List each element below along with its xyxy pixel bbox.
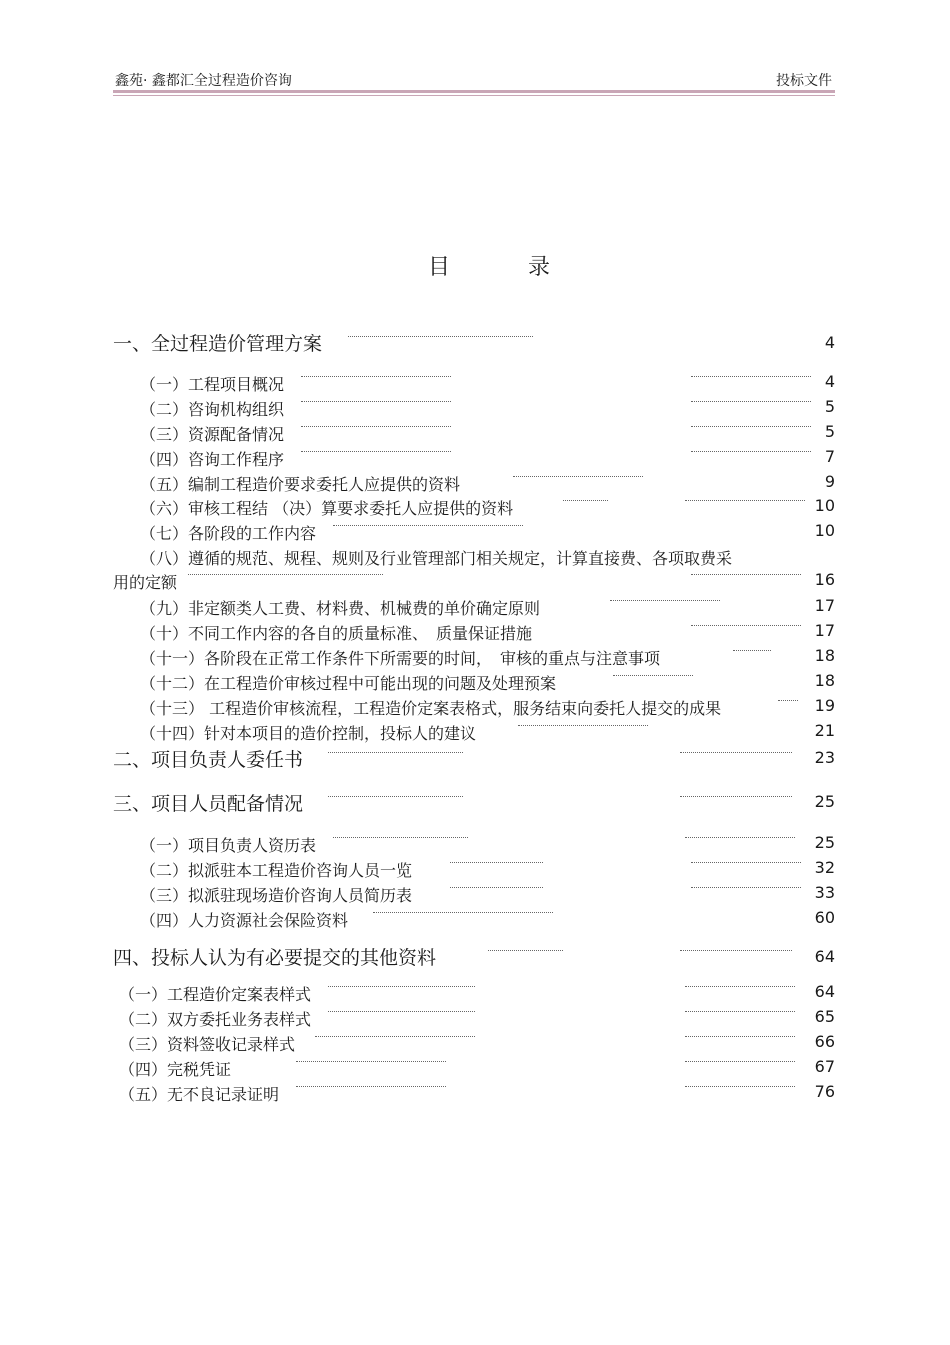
toc-leader bbox=[328, 796, 463, 798]
toc-entry-page: 18 bbox=[814, 671, 835, 690]
toc-entry-label: （九）非定额类人工费、材料费、机械费的单价确定原则 bbox=[140, 599, 541, 618]
toc-entry[interactable] bbox=[113, 472, 835, 494]
toc-entry[interactable] bbox=[113, 721, 835, 743]
toc-entry[interactable] bbox=[113, 982, 835, 1004]
toc-entry-page: 23 bbox=[814, 748, 835, 767]
toc-entry[interactable] bbox=[113, 858, 835, 880]
toc-entry-page: 10 bbox=[814, 496, 835, 515]
toc-entry[interactable] bbox=[113, 671, 835, 693]
page-title: 目 录 bbox=[427, 255, 578, 280]
toc-entry-page: 19 bbox=[814, 696, 835, 715]
toc-entry[interactable] bbox=[113, 422, 835, 444]
toc-leader bbox=[188, 574, 383, 576]
toc-entry-label: 一、全过程造价管理方案 bbox=[113, 333, 323, 355]
header-divider bbox=[113, 90, 835, 93]
toc-entry[interactable] bbox=[113, 1057, 835, 1079]
toc-entry-section-1[interactable] bbox=[113, 329, 835, 355]
toc-entry-label: （二）拟派驻本工程造价咨询人员一览 bbox=[140, 861, 413, 880]
toc-entry-label: （十二）在工程造价审核过程中可能出现的问题及处理预案 bbox=[140, 674, 557, 693]
toc-leader bbox=[733, 650, 771, 652]
toc-leader bbox=[328, 1011, 475, 1013]
toc-leader bbox=[301, 426, 451, 428]
toc-entry-label: （十）不同工作内容的各自的质量标准、 质量保证措施 bbox=[140, 624, 533, 643]
toc-entry-page: 9 bbox=[824, 472, 835, 491]
toc-entry[interactable] bbox=[113, 372, 835, 394]
toc-leader bbox=[691, 862, 801, 864]
toc-leader bbox=[513, 476, 643, 478]
toc-leader bbox=[685, 837, 795, 839]
toc-entry-label: （三）拟派驻现场造价咨询人员简历表 bbox=[140, 886, 413, 905]
toc-entry-page: 5 bbox=[824, 397, 835, 416]
toc-leader bbox=[680, 752, 792, 754]
toc-entry-label: （四）人力资源社会保险资料 bbox=[140, 911, 349, 930]
toc-entry-page: 64 bbox=[814, 947, 835, 966]
toc-entry[interactable] bbox=[113, 596, 835, 618]
toc-entry-label: 三、项目人员配备情况 bbox=[113, 793, 304, 815]
toc-entry-wrap-line: （八）遵循的规范、规程、规则及行业管理部门相关规定，计算直接费、各项取费采 bbox=[140, 549, 733, 568]
toc-leader bbox=[315, 1036, 475, 1038]
toc-leader bbox=[691, 426, 811, 428]
toc-leader bbox=[301, 376, 451, 378]
header-divider-thin bbox=[113, 95, 835, 96]
toc-leader bbox=[301, 401, 451, 403]
toc-entry-section-4[interactable] bbox=[113, 943, 835, 969]
toc-leader bbox=[488, 950, 563, 952]
toc-entry-label: （一）项目负责人资历表 bbox=[140, 836, 317, 855]
toc-entry-section-2[interactable] bbox=[113, 745, 835, 771]
toc-entry-label: （二）双方委托业务表样式 bbox=[119, 1010, 312, 1029]
toc-entry-page: 4 bbox=[824, 372, 835, 391]
toc-entry-page: 7 bbox=[824, 447, 835, 466]
toc-entry-label: （十四）针对本项目的造价控制，投标人的建议 bbox=[140, 724, 477, 743]
toc-entry-label: （四）咨询工作程序 bbox=[140, 450, 285, 469]
header-company: 鑫苑· 鑫都汇全过程造价咨询 bbox=[115, 73, 292, 89]
toc-entry[interactable] bbox=[113, 1007, 835, 1029]
toc-leader bbox=[691, 574, 801, 576]
toc-leader bbox=[685, 986, 795, 988]
toc-leader bbox=[296, 1086, 446, 1088]
toc-entry-page: 65 bbox=[814, 1007, 835, 1026]
toc-leader bbox=[450, 862, 543, 864]
toc-entry[interactable] bbox=[113, 833, 835, 855]
toc-entry-page: 32 bbox=[814, 858, 835, 877]
toc-leader bbox=[301, 451, 451, 453]
toc-entry-label: （三）资料签收记录样式 bbox=[119, 1035, 296, 1054]
toc-entry-label: （四）完税凭证 bbox=[119, 1060, 232, 1079]
toc-entry-label: （十一）各阶段在正常工作条件下所需要的时间， 审核的重点与注意事项 bbox=[140, 649, 661, 668]
toc-leader bbox=[613, 675, 693, 677]
toc-entry[interactable] bbox=[113, 1082, 835, 1104]
toc-entry-page: 60 bbox=[814, 908, 835, 927]
toc-entry-page: 5 bbox=[824, 422, 835, 441]
toc-entry-page: 16 bbox=[814, 570, 835, 589]
toc-entry-page: 17 bbox=[814, 596, 835, 615]
toc-entry[interactable] bbox=[113, 397, 835, 419]
toc-entry-label: 用的定额 bbox=[113, 573, 178, 592]
toc-entry-page: 76 bbox=[814, 1082, 835, 1101]
toc-entry-label: （七）各阶段的工作内容 bbox=[140, 524, 317, 543]
toc-entry[interactable] bbox=[113, 621, 835, 643]
toc-leader bbox=[333, 525, 523, 527]
toc-leader bbox=[691, 401, 811, 403]
toc-leader bbox=[328, 752, 463, 754]
toc-entry-label: （六）审核工程结 （决）算要求委托人应提供的资料 bbox=[140, 499, 514, 518]
toc-leader bbox=[778, 700, 798, 702]
toc-entry-page: 33 bbox=[814, 883, 835, 902]
toc-entry-label: （二）咨询机构组织 bbox=[140, 400, 285, 419]
toc-leader bbox=[348, 336, 533, 338]
toc-entry[interactable] bbox=[113, 1032, 835, 1054]
toc-entry-page: 25 bbox=[814, 792, 835, 811]
toc-entry[interactable] bbox=[113, 447, 835, 469]
toc-entry-label: （三）资源配备情况 bbox=[140, 425, 285, 444]
toc-leader bbox=[563, 500, 608, 502]
toc-leader bbox=[610, 600, 720, 602]
toc-leader bbox=[691, 376, 811, 378]
toc-entry[interactable] bbox=[113, 908, 835, 930]
toc-leader bbox=[685, 1086, 795, 1088]
toc-leader bbox=[518, 725, 648, 727]
toc-leader bbox=[685, 1061, 795, 1063]
toc-entry[interactable] bbox=[113, 521, 835, 543]
toc-entry-section-3[interactable] bbox=[113, 789, 835, 815]
toc-entry-label: （一）工程造价定案表样式 bbox=[119, 985, 312, 1004]
toc-entry-page: 18 bbox=[814, 646, 835, 665]
toc-entry[interactable] bbox=[113, 496, 835, 518]
toc-entry[interactable] bbox=[113, 696, 835, 718]
header-doc-type: 投标文件 bbox=[776, 73, 832, 89]
toc-leader bbox=[691, 451, 811, 453]
toc-entry-page: 25 bbox=[814, 833, 835, 852]
toc-leader bbox=[691, 625, 801, 627]
toc-leader bbox=[685, 500, 805, 502]
toc-entry-label: 二、项目负责人委任书 bbox=[113, 749, 304, 771]
toc-entry-page: 67 bbox=[814, 1057, 835, 1076]
toc-entry[interactable] bbox=[113, 570, 835, 592]
toc-entry-page: 66 bbox=[814, 1032, 835, 1051]
toc-entry-page: 10 bbox=[814, 521, 835, 540]
toc-entry-label: （五）无不良记录证明 bbox=[119, 1085, 280, 1104]
toc-entry-label: （一）工程项目概况 bbox=[140, 375, 285, 394]
toc-entry-page: 64 bbox=[814, 982, 835, 1001]
toc-leader bbox=[333, 837, 468, 839]
toc-leader bbox=[685, 1036, 795, 1038]
toc-leader bbox=[296, 1061, 446, 1063]
toc-leader bbox=[373, 912, 553, 914]
toc-leader bbox=[680, 950, 792, 952]
toc-leader bbox=[328, 986, 475, 988]
toc-leader bbox=[680, 796, 792, 798]
toc-entry-page: 21 bbox=[814, 721, 835, 740]
toc-entry-page: 4 bbox=[824, 333, 835, 352]
toc-entry-label: （十三） 工程造价审核流程，工程造价定案表格式，服务结束向委托人提交的成果 bbox=[140, 699, 722, 718]
toc-entry[interactable] bbox=[113, 883, 835, 905]
toc-entry-label: 四、投标人认为有必要提交的其他资料 bbox=[113, 947, 437, 969]
toc-entry[interactable] bbox=[113, 646, 835, 668]
toc-entry-label: （五）编制工程造价要求委托人应提供的资料 bbox=[140, 475, 461, 494]
toc-leader bbox=[450, 887, 543, 889]
toc-leader bbox=[691, 887, 801, 889]
toc-leader bbox=[685, 1011, 795, 1013]
toc-entry-page: 17 bbox=[814, 621, 835, 640]
